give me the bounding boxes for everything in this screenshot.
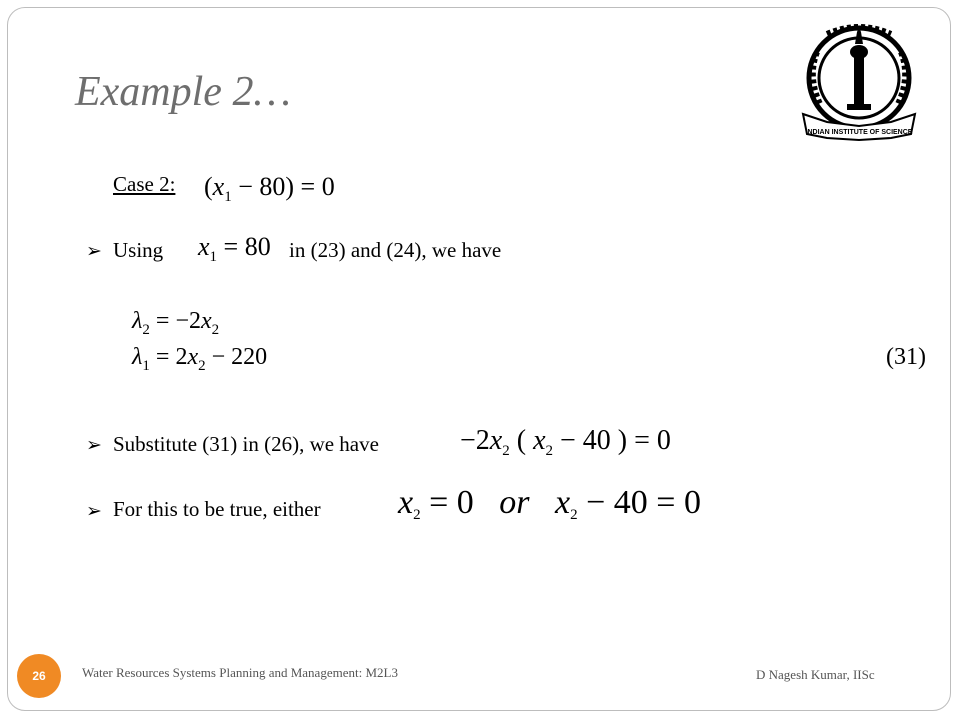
bullet1-equation: $x_1 = 80$ (198, 232, 271, 265)
bullet3-equation: $x_2 = 0$ or $x_2 - 40 = 0$ (398, 484, 701, 523)
svg-text:INDIAN INSTITUTE OF SCIENCE: INDIAN INSTITUTE OF SCIENCE (805, 129, 913, 136)
footer-author: D Nagesh Kumar, IISc (756, 667, 875, 682)
page-number-badge: 26 (17, 654, 61, 698)
bullet2-text: Substitute (31) in (26), we have (113, 432, 379, 456)
bullet1-prefix: Using (113, 238, 164, 262)
case-equation: $(x_1 - 80) = 0$ (204, 172, 335, 205)
case-label: Case 2: (113, 172, 176, 196)
equation-lambda2: $\lambda_2 = -2x_2$ (132, 308, 220, 338)
arrow-bullet-icon: ➢ (86, 435, 102, 456)
bullet3-text: For this to be true, either (113, 497, 321, 521)
footer-course: Water Resources Systems Planning and Management: M2L3 (82, 665, 398, 680)
bullet1-suffix: in (23) and (24), we have (289, 238, 502, 262)
equation-lambda1: $\lambda_1 = 2x_2 - 220$ (132, 344, 268, 374)
bullet2-equation: $-2x_2$ ( $x_2 - 40$ ) = 0 (460, 425, 671, 459)
arrow-bullet-icon: ➢ (86, 501, 102, 522)
slide-title: Example 2… (75, 69, 291, 115)
arrow-bullet-icon: ➢ (86, 241, 102, 262)
equation-number: (31) (886, 344, 926, 370)
iisc-logo-icon (797, 22, 921, 142)
